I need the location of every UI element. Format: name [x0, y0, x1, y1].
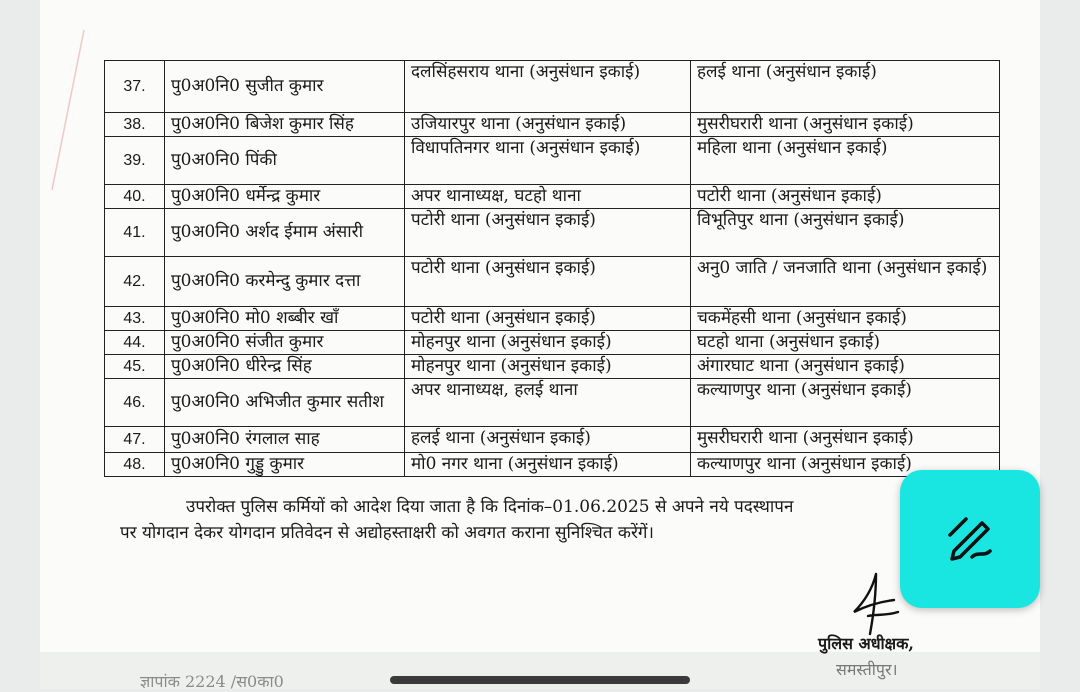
serial-number: 41. — [105, 209, 165, 257]
officer-name: पु0अ0नि0 अर्शद ईमाम अंसारी — [165, 209, 405, 257]
current-posting: पटोरी थाना (अनुसंधान इकाई) — [405, 257, 691, 307]
current-posting: दलसिंहसराय थाना (अनुसंधान इकाई) — [405, 61, 691, 113]
serial-number: 45. — [105, 355, 165, 379]
new-posting: चकमेंहसी थाना (अनुसंधान इकाई) — [691, 307, 1000, 331]
new-posting: मुसरीघरारी थाना (अनुसंधान इकाई) — [691, 113, 1000, 137]
new-posting: विभूतिपुर थाना (अनुसंधान इकाई) — [691, 209, 1000, 257]
edit-fab-button[interactable] — [900, 470, 1040, 608]
officer-name: पु0अ0नि0 गुड्डु कुमार — [165, 453, 405, 477]
officer-name: पु0अ0नि0 संजीत कुमार — [165, 331, 405, 355]
table-row — [105, 379, 1000, 427]
margin-crease — [44, 20, 104, 200]
officer-name: पु0अ0नि0 अभिजीत कुमार सतीश — [165, 379, 405, 427]
current-posting: अपर थानाध्यक्ष, हलई थाना — [405, 379, 691, 427]
memo-number: ज्ञापांक 2224 /स0का0 — [140, 672, 284, 691]
new-posting: पटोरी थाना (अनुसंधान इकाई) — [691, 185, 1000, 209]
table-row — [105, 453, 1000, 477]
order-paragraph — [120, 494, 920, 546]
serial-number: 37. — [105, 61, 165, 113]
serial-number: 44. — [105, 331, 165, 355]
serial-number: 47. — [105, 427, 165, 453]
table-row — [105, 209, 1000, 257]
current-posting: मो0 नगर थाना (अनुसंधान इकाई) — [405, 453, 691, 477]
serial-number: 48. — [105, 453, 165, 477]
table-row — [105, 331, 1000, 355]
serial-number: 42. — [105, 257, 165, 307]
pen-edit-icon — [942, 511, 998, 567]
new-posting: अनु0 जाति / जनजाति थाना (अनुसंधान इकाई) — [691, 257, 1000, 307]
order-line-1: उपरोक्त पुलिस कर्मियों को आदेश दिया जाता है कि दिनांक–01.06.2025 से अपने नये पदस्थापन — [186, 497, 794, 517]
navigation-handle[interactable] — [390, 676, 690, 684]
table-row — [105, 137, 1000, 185]
officer-name: पु0अ0नि0 पिंकी — [165, 137, 405, 185]
current-posting: पटोरी थाना (अनुसंधान इकाई) — [405, 209, 691, 257]
new-posting: हलई थाना (अनुसंधान इकाई) — [691, 61, 1000, 113]
officer-name: पु0अ0नि0 करमेन्दु कुमार दत्ता — [165, 257, 405, 307]
officer-name: पु0अ0नि0 सुजीत कुमार — [165, 61, 405, 113]
current-posting: उजियारपुर थाना (अनुसंधान इकाई) — [405, 113, 691, 137]
designation: पुलिस अधीक्षक, — [818, 634, 915, 653]
table-row — [105, 355, 1000, 379]
officer-name: पु0अ0नि0 रंगलाल साह — [165, 427, 405, 453]
serial-number: 40. — [105, 185, 165, 209]
serial-number: 46. — [105, 379, 165, 427]
table-row — [105, 307, 1000, 331]
transfer-table — [104, 60, 1000, 477]
new-posting: घटहो थाना (अनुसंधान इकाई) — [691, 331, 1000, 355]
serial-number: 43. — [105, 307, 165, 331]
officer-name: पु0अ0नि0 धर्मेन्द्र कुमार — [165, 185, 405, 209]
table-row — [105, 427, 1000, 453]
current-posting: मोहनपुर थाना (अनुसंधान इकाई) — [405, 331, 691, 355]
serial-number: 39. — [105, 137, 165, 185]
current-posting: हलई थाना (अनुसंधान इकाई) — [405, 427, 691, 453]
new-posting: अंगारघाट थाना (अनुसंधान इकाई) — [691, 355, 1000, 379]
new-posting: मुसरीघरारी थाना (अनुसंधान इकाई) — [691, 427, 1000, 453]
current-posting: पटोरी थाना (अनुसंधान इकाई) — [405, 307, 691, 331]
district: समस्तीपुर। — [836, 660, 898, 679]
current-posting: विधापतिनगर थाना (अनुसंधान इकाई) — [405, 137, 691, 185]
new-posting: कल्याणपुर थाना (अनुसंधान इकाई) — [691, 379, 1000, 427]
officer-name: पु0अ0नि0 बिजेश कुमार सिंह — [165, 113, 405, 137]
officer-name: पु0अ0नि0 मो0 शब्बीर खॉं — [165, 307, 405, 331]
current-posting: अपर थानाध्यक्ष, घटहो थाना — [405, 185, 691, 209]
table-row — [105, 257, 1000, 307]
current-posting: मोहनपुर थाना (अनुसंधान इकाई) — [405, 355, 691, 379]
table-row — [105, 61, 1000, 113]
table-row — [105, 185, 1000, 209]
new-posting: कल्याणपुर थाना (अनुसंधान इकाई) — [691, 453, 1000, 477]
order-line-2: पर योगदान देकर योगदान प्रतिवेदन से अद्योहस्ताक्षरी को अवगत कराना सुनिश्चित करेंगें। — [120, 523, 654, 543]
officer-name: पु0अ0नि0 धीरेन्द्र सिंह — [165, 355, 405, 379]
signature — [846, 572, 906, 636]
table-row — [105, 113, 1000, 137]
serial-number: 38. — [105, 113, 165, 137]
new-posting: महिला थाना (अनुसंधान इकाई) — [691, 137, 1000, 185]
